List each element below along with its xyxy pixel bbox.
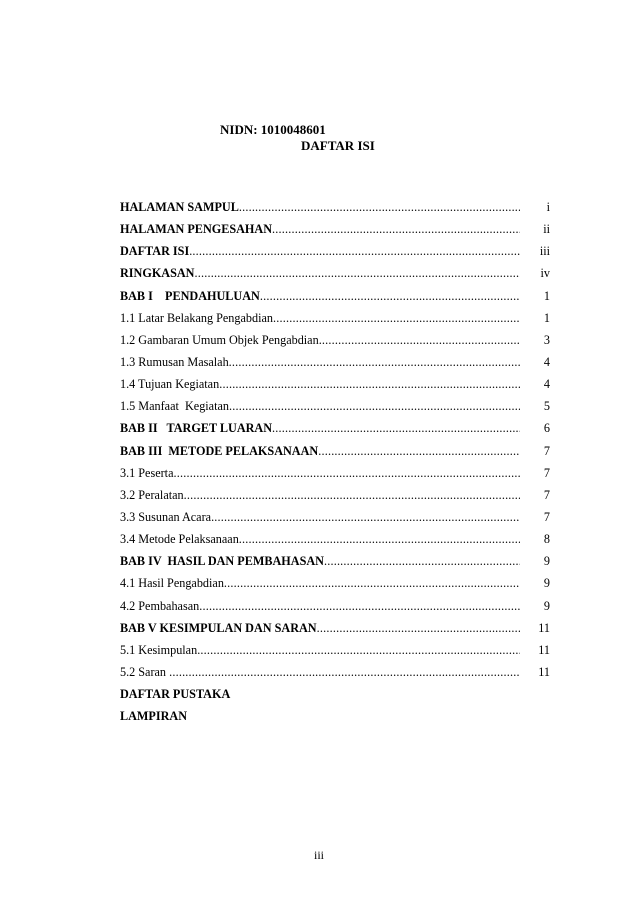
toc-entry-page: 9 [543,554,550,569]
toc-entry-label: 3.2 Peralatan [120,487,184,502]
dot-leader [211,510,520,525]
toc-entry [120,244,550,266]
dot-leader [189,244,520,259]
toc-entry-page: 9 [543,576,550,591]
toc-entry-label: 3.1 Peserta [120,465,174,480]
dot-leader [173,466,520,481]
toc-entry [120,466,550,488]
page-title: DAFTAR ISI [301,138,375,153]
toc-entry-page: 1 [543,288,550,303]
dot-leader [169,665,520,680]
toc-entry-label: 4.1 Hasil Pengabdian [120,576,224,591]
toc-entry [120,444,550,466]
toc-entry-page: ii [543,222,550,237]
toc-entry [120,621,550,643]
toc-entry-label: RINGKASAN [120,266,195,281]
toc-entry-page: 8 [543,532,550,547]
toc-entry-page: 7 [543,509,550,524]
dot-leader [260,289,520,304]
toc-entry-label: 3.3 Susunan Acara [120,509,212,524]
dot-leader [272,421,520,436]
toc-entry [120,554,550,576]
toc-entry [120,421,550,443]
toc-entry-page: 3 [543,332,550,347]
toc-entry-label: 3.4 Metode Pelaksanaan [120,532,239,547]
toc-entry-page: 1 [543,310,550,325]
toc-entry [120,266,550,288]
toc-entry-label: 1.5 Manfaat Kegiatan [120,399,229,414]
toc-entry [120,643,550,665]
toc-entry [120,488,550,510]
toc-entry-label: BAB IV HASIL DAN PEMBAHASAN [120,554,324,569]
toc-entry-page: 7 [543,465,550,480]
toc-entry-page: 11 [538,664,550,679]
toc-entry-label: BAB II TARGET LUARAN [120,421,273,436]
toc-entry-label: DAFTAR PUSTAKA [120,687,231,702]
toc-entry-page: iii [539,244,550,259]
dot-leader [229,355,520,370]
dot-leader [219,377,520,392]
dot-leader [239,532,520,547]
toc-entry [120,399,550,421]
toc-entry [120,709,550,731]
dot-leader [319,333,520,348]
toc-entry [120,665,550,687]
toc-entry-label: BAB III METODE PELAKSANAAN [120,443,319,458]
toc-entry-page: iv [540,266,550,281]
toc-entry-label: LAMPIRAN [120,709,188,724]
toc-entry-page: 11 [538,620,550,635]
page-number: iii [313,848,324,862]
dot-leader [229,399,520,414]
toc-entry-page: 7 [543,487,550,502]
toc-entry [120,333,550,355]
dot-leader [184,488,520,503]
toc-entry-label: BAB V KESIMPULAN DAN SARAN [120,620,317,635]
toc-entry-label: 1.1 Latar Belakang Pengabdian [120,310,273,325]
toc-entry [120,200,550,222]
dot-leader [324,554,520,569]
toc-entry [120,510,550,532]
toc-entry [120,311,550,333]
dot-leader [224,576,520,591]
dot-leader [195,266,521,281]
toc-entry-page: 4 [543,354,550,369]
toc-entry-page: 7 [543,443,550,458]
toc-entry-label: DAFTAR ISI [120,244,190,259]
dot-leader [272,222,520,237]
toc-entry [120,377,550,399]
table-of-contents [120,200,550,731]
toc-entry [120,532,550,554]
toc-entry-page: 5 [543,399,550,414]
toc-entry-page: 4 [543,377,550,392]
toc-entry [120,599,550,621]
nidn-line: NIDN: 1010048601 [220,122,326,137]
dot-leader [197,643,520,658]
toc-entry-page: 6 [543,421,550,436]
toc-entry-page: 11 [538,642,550,657]
toc-entry-label: HALAMAN PENGESAHAN [120,222,273,237]
dot-leader [239,200,520,215]
toc-entry-label: 1.2 Gambaran Umum Objek Pengabdian [120,332,319,347]
toc-entry-page: 9 [543,598,550,613]
toc-entry-page: i [546,200,550,214]
dot-leader [318,444,520,459]
dot-leader [199,599,520,614]
toc-entry-label: 1.4 Tujuan Kegiatan [120,377,220,392]
toc-entry-label: BAB I PENDAHULUAN [120,288,260,303]
toc-entry-label: HALAMAN SAMPUL [120,200,239,214]
toc-entry [120,687,550,709]
toc-entry [120,576,550,598]
toc-entry-label: 5.2 Saran [120,664,170,679]
toc-entry-label: 1.3 Rumusan Masalah [120,354,229,369]
toc-entry-label: 4.2 Pembahasan [120,598,200,613]
toc-entry [120,222,550,244]
dot-leader [317,621,520,636]
toc-entry [120,355,550,377]
toc-entry [120,289,550,311]
dot-leader [273,311,520,326]
toc-entry-label: 5.1 Kesimpulan [120,642,198,657]
